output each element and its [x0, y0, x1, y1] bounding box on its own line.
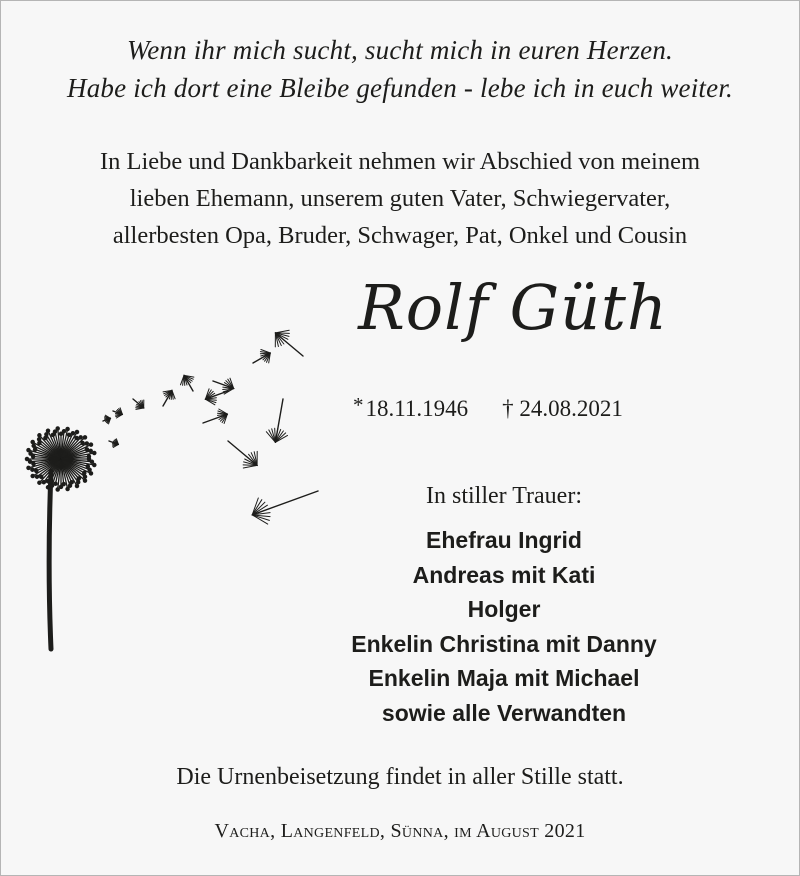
mourner-item: Enkelin Christina mit Danny	[351, 630, 657, 657]
intro-line-2: lieben Ehemann, unserem guten Vater, Schwiegervater,	[129, 185, 671, 212]
mourner-item: Holger	[467, 596, 541, 623]
mourner-item: Enkelin Maja mit Michael	[368, 665, 640, 692]
intro-line-1: In Liebe und Dankbarkeit nehmen wir Abschied von meinem	[99, 148, 701, 175]
burial-note: Die Urnenbeisetzung findet in aller Stille statt.	[176, 764, 624, 790]
place-date-line: Vacha, Langenfeld, Sünna, im August 2021	[214, 820, 586, 842]
death-date: 24.08.2021	[519, 396, 623, 421]
quote-line-2: Habe ich dort eine Bleibe gefunden - lebe ich in euch weiter.	[67, 73, 733, 103]
quote-line-1: Wenn ihr mich sucht, sucht mich in euren Herzen.	[126, 35, 673, 65]
mourners-list	[319, 523, 689, 731]
mourner-item: Ehefrau Ingrid	[426, 527, 582, 553]
birth-symbol: *	[353, 393, 364, 417]
death-symbol: †	[502, 396, 514, 421]
memorial-quote	[1, 31, 799, 107]
mourner-item: Andreas mit Kati	[412, 561, 596, 588]
birth-date: 18.11.1946	[365, 396, 469, 421]
mourner-item: sowie alle Verwandten	[381, 699, 627, 726]
dandelion-illustration	[13, 291, 323, 661]
deceased-name: Rolf Güth	[358, 271, 668, 344]
intro-text	[1, 143, 799, 254]
life-dates	[353, 394, 623, 424]
mourning-heading: In stiller Trauer:	[426, 483, 582, 509]
intro-line-3: allerbesten Opa, Bruder, Schwager, Pat, Onkel und Cousin	[112, 222, 688, 249]
dandelion-stem	[49, 471, 51, 649]
